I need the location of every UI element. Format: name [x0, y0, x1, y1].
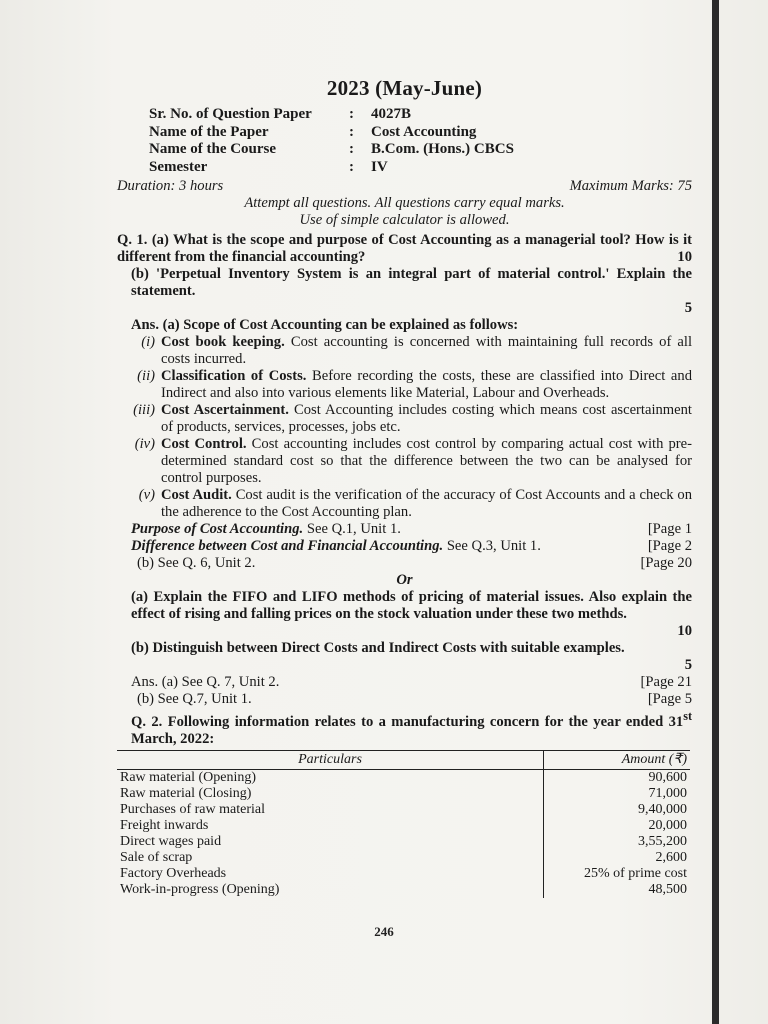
detail-value: 4027B: [371, 106, 412, 122]
detail-value: IV: [371, 158, 388, 175]
point-text: Cost accounting includes cost control by comparing actual cost with pre-determined standard cost so that the difference between the two can be analysed for control purposes.: [161, 436, 692, 486]
question-2: [117, 708, 692, 748]
question-1a: Q. 1. (a) What is the scope and purpose of Cost Accounting as a managerial tool? How is it different from the financial accounting?: [117, 232, 692, 265]
reference-row: [117, 555, 692, 572]
duration-row: [117, 178, 692, 195]
table-row: [117, 769, 690, 786]
paper-details: [149, 106, 692, 176]
reference-row: [117, 691, 692, 708]
reference-text: See Q.3, Unit 1.: [446, 538, 541, 554]
table-row: [117, 866, 690, 882]
page-reference: [Page 21: [640, 674, 692, 690]
point-text: Cost accounting is concerned with maintaining full records of all costs incurred.: [161, 334, 693, 367]
amount-cell: 3,55,200: [544, 834, 691, 850]
column-header-particulars: Particulars: [117, 750, 544, 769]
table-row: [117, 802, 690, 818]
question-1a-alt: (a) Explain the FIFO and LIFO methods of pricing of material issues. Also explain the effect of rising and falling prices on the stock valuation under these two methds.: [131, 589, 692, 622]
detail-label: Sr. No. of Question Paper: [149, 106, 312, 122]
amount-cell: 25% of prime cost: [544, 866, 691, 882]
book-spine-edge: [712, 0, 719, 1024]
detail-colon: :: [349, 158, 354, 175]
marks: 5: [684, 300, 692, 316]
question-2-text-end: March, 2022:: [131, 730, 215, 747]
point-heading: Cost Control.: [161, 436, 247, 452]
marks: 10: [677, 623, 692, 639]
table-row: [117, 850, 690, 866]
point-text: Cost audit is the verification of the accuracy of Cost Accounts and a check on the adherence to the Cost Accounting plan.: [161, 487, 693, 520]
reference-label: Difference between Cost and Financial Accounting.: [131, 538, 444, 554]
detail-label: Name of the Paper: [149, 123, 269, 140]
point-number: (i): [141, 334, 155, 350]
point-heading: Cost Audit.: [161, 487, 232, 503]
reference-text: (b) See Q. 6, Unit 2.: [137, 555, 256, 571]
reference-text: See Q.1, Unit 1.: [306, 521, 401, 537]
page-reference: [Page 2: [647, 538, 692, 554]
table-row: [117, 834, 690, 850]
question-1b-alt: (b) Distinguish between Direct Costs and Indirect Costs with suitable examples.: [131, 640, 625, 656]
duration: Duration: 3 hours: [117, 178, 224, 194]
or-divider: Or: [396, 572, 413, 588]
point-text: Before recording the costs, these are classified into Direct and Indirect and also into various elements like Material, Labour and Overheads.: [161, 368, 693, 401]
answer-point: [117, 368, 692, 402]
detail-colon: :: [349, 123, 354, 140]
reference-label: Purpose of Cost Accounting.: [131, 521, 304, 537]
table-row: [117, 818, 690, 834]
detail-value: B.Com. (Hons.) CBCS: [371, 141, 514, 157]
page-content: [117, 76, 693, 898]
superscript: st: [683, 709, 692, 723]
reference-text: Ans. (a) See Q. 7, Unit 2.: [131, 674, 280, 690]
table-header-row: [117, 750, 690, 769]
table-row: [117, 882, 690, 898]
maximum-marks: Maximum Marks: 75: [569, 178, 692, 194]
reference-row: [117, 674, 692, 691]
reference-text: (b) See Q.7, Unit 1.: [137, 691, 252, 707]
table-row: [117, 786, 690, 802]
column-header-amount: Amount (₹): [544, 750, 691, 769]
exam-title: 2023 (May-June): [326, 76, 483, 100]
particular-cell: Raw material (Closing): [120, 785, 252, 801]
detail-colon: :: [349, 106, 354, 122]
detail-label: Semester: [149, 158, 208, 175]
particular-cell: Factory Overheads: [120, 865, 227, 881]
point-number: (ii): [137, 368, 155, 384]
point-number: (iv): [134, 436, 155, 452]
reference-row: [117, 538, 692, 555]
particular-cell: Sale of scrap: [120, 849, 193, 865]
particular-cell: Direct wages paid: [120, 833, 222, 849]
page-reference: [Page 20: [640, 555, 692, 571]
question-2-text: Q. 2. Following information relates to a manufacturing concern for the year ended 31: [131, 713, 684, 730]
page-reference: [Page 5: [647, 691, 692, 707]
answer-point: [117, 436, 692, 487]
particular-cell: Work-in-progress (Opening): [120, 881, 280, 897]
particular-cell: Raw material (Opening): [120, 769, 257, 785]
point-heading: Classification of Costs.: [161, 368, 307, 384]
detail-value: Cost Accounting: [371, 123, 477, 140]
amount-cell: 90,600: [544, 769, 691, 786]
amount-cell: 48,500: [544, 882, 691, 898]
point-heading: Cost Ascertainment.: [161, 402, 289, 418]
point-number: (v): [138, 487, 155, 503]
point-number: (iii): [133, 402, 155, 418]
detail-label: Name of the Course: [149, 141, 277, 157]
detail-colon: :: [349, 141, 354, 157]
answer-point: [117, 402, 692, 436]
particulars-table: [117, 750, 690, 898]
answer-point: [117, 487, 692, 521]
particular-cell: Freight inwards: [120, 817, 209, 833]
instruction: Attempt all questions. All questions carry equal marks.: [244, 195, 565, 211]
marks: 5: [684, 657, 692, 673]
marks: 10: [677, 249, 692, 265]
particular-cell: Purchases of raw material: [120, 801, 265, 817]
table-body: [117, 769, 690, 898]
answer-heading: Ans. (a) Scope of Cost Accounting can be explained as follows:: [131, 317, 519, 333]
point-heading: Cost book keeping.: [161, 334, 285, 350]
answer-point: [117, 334, 692, 368]
reference-row: [117, 521, 692, 538]
amount-cell: 20,000: [544, 818, 691, 834]
amount-cell: 2,600: [544, 850, 691, 866]
page-reference: [Page 1: [647, 521, 692, 537]
amount-cell: 71,000: [544, 786, 691, 802]
question-1b: (b) 'Perpetual Inventory System is an integral part of material control.' Explain the statement.: [131, 266, 692, 299]
point-text: Cost Accounting includes costing which means cost ascertainment of products, services, processes, jobs etc.: [161, 402, 692, 435]
amount-cell: 9,40,000: [544, 802, 691, 818]
page-number: 246: [374, 924, 394, 939]
instruction: Use of simple calculator is allowed.: [299, 212, 510, 228]
